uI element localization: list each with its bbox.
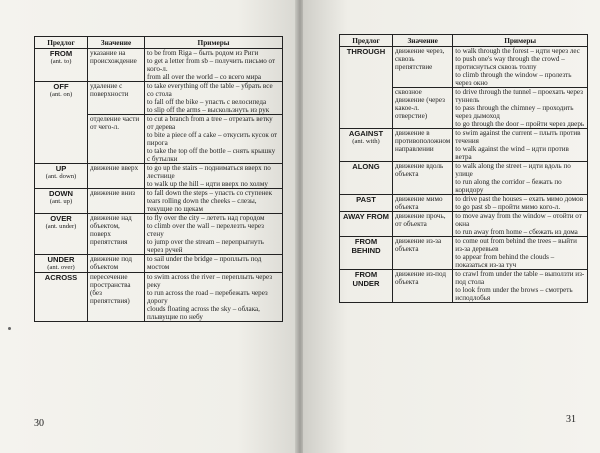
meaning-cell: движение из-под объекта — [393, 270, 453, 303]
preposition-cell — [35, 273, 88, 322]
example-text: tears rolling down the cheeks – слезы, текущие по щекам — [147, 197, 257, 213]
meaning-cell: движение из-за объекта — [393, 237, 453, 270]
example-text: to walk against the wind – идти против ветра — [455, 145, 569, 161]
examples-cell — [453, 212, 588, 237]
example-text: to drive through the tunnel – проехать через туннель — [455, 88, 583, 104]
preposition-name: THROUGH — [346, 47, 386, 56]
antonym-note: (ant. down) — [45, 173, 77, 180]
example-text: to fall down the steps – упасть со ступенек — [147, 189, 273, 197]
examples-cell — [453, 88, 588, 129]
table-row — [35, 82, 283, 115]
example-text: to walk through the forest – идти через лес — [455, 47, 580, 55]
preposition-cell — [35, 164, 88, 189]
antonym-note: (ant. over) — [47, 264, 75, 271]
table-row — [35, 214, 283, 255]
table-row — [340, 212, 588, 237]
preposition-cell — [340, 270, 393, 303]
preposition-cell — [340, 237, 393, 270]
preposition-cell — [340, 129, 393, 162]
preposition-cell — [35, 189, 88, 214]
example-text: to fall off the bike – упасть с велосипеда — [147, 98, 267, 106]
examples-cell — [145, 164, 283, 189]
table-row — [340, 47, 588, 88]
example-text: to appear from behind the clouds – показаться из-за туч — [455, 253, 555, 269]
table-row — [340, 129, 588, 162]
examples-cell — [453, 162, 588, 195]
prepositions-table-left — [34, 36, 283, 322]
meaning-cell: движение под объектом — [88, 255, 145, 273]
preposition-name: ALONG — [352, 162, 380, 171]
example-text: to go up the stairs – подниматься вверх по лестнице — [147, 164, 271, 180]
preposition-cell — [340, 195, 393, 212]
preposition-name: AWAY FROM — [343, 212, 389, 221]
example-text: to run across the road – перебежать через дорогу — [147, 289, 268, 305]
preposition-name: OFF — [53, 82, 69, 91]
right-page — [303, 0, 600, 453]
meaning-cell: движение прочь, от объекта — [393, 212, 453, 237]
examples-cell — [453, 129, 588, 162]
preposition-name: FROM BEHIND — [351, 237, 381, 255]
example-text: to slip off the arms – выскользнуть из рук — [147, 106, 270, 114]
example-text: to walk along the street – идти вдоль по улице — [455, 162, 571, 178]
preposition-cell — [35, 214, 88, 255]
example-text: to crawl from under the table – выползти из-под стола — [455, 270, 585, 286]
example-text: to run along the corridor – бежать по коридору — [455, 178, 562, 194]
example-text: to sail under the bridge – проплыть под мостом — [147, 255, 262, 271]
example-text: to climb through the window – пролезть через окно — [455, 71, 572, 87]
example-text: to swim against the current – плыть против течения — [455, 129, 581, 145]
meaning-cell: движение вверх — [88, 164, 145, 189]
preposition-cell — [340, 212, 393, 237]
examples-cell — [145, 49, 283, 82]
preposition-cell — [35, 255, 88, 273]
table-body — [340, 47, 588, 303]
page-mark — [8, 327, 11, 330]
meaning-cell: движение вдоль объекта — [393, 162, 453, 195]
header-meaning: Значение — [88, 37, 145, 49]
example-text: from all over the world – со всего мира — [147, 73, 262, 81]
preposition-cell — [340, 162, 393, 195]
table-row — [340, 237, 588, 270]
example-text: to push one's way through the crowd – протиснуться сквозь толпу — [455, 55, 565, 71]
preposition-name: UP — [55, 164, 67, 173]
table-row — [35, 255, 283, 273]
examples-cell — [453, 47, 588, 88]
header-preposition: Предлог — [35, 37, 88, 49]
example-text: to move away from the window – отойти от окна — [455, 212, 582, 228]
table-header-row — [35, 37, 283, 49]
meaning-cell: пересечение пространства (без препятствия) — [88, 273, 145, 322]
example-text: to go past sb – пройти мимо кого-л. — [455, 203, 561, 211]
example-text: to walk up the hill – идти вверх по холму — [147, 180, 268, 188]
preposition-name: PAST — [356, 195, 376, 204]
antonym-note: (ant. with) — [352, 138, 380, 145]
example-text: to pass through the chimney – проходить через дымоход — [455, 104, 574, 120]
meaning-cell: движение над объектом, поверх препятствия — [88, 214, 145, 255]
antonym-note: (ant. to) — [50, 58, 72, 65]
examples-cell — [453, 270, 588, 303]
preposition-name: AGAINST — [348, 129, 384, 138]
example-text: to bite a piece off a cake – откусить кусок от пирога — [147, 131, 278, 147]
preposition-name: FROM UNDER — [352, 270, 380, 288]
prepositions-table-right — [339, 34, 588, 303]
preposition-name: DOWN — [48, 189, 74, 198]
meaning-cell: движение вниз — [88, 189, 145, 214]
page-number: 30 — [34, 418, 44, 429]
left-page — [0, 0, 297, 453]
examples-cell — [145, 273, 283, 322]
examples-cell — [145, 214, 283, 255]
antonym-note: (ant. on) — [49, 91, 73, 98]
example-text: to go through the door – пройти через дверь — [455, 120, 585, 128]
table-row — [35, 189, 283, 214]
example-text: to take everything off the table – убрать все со стола — [147, 82, 273, 98]
example-text: to get a letter from sb – получить письмо от кого-л. — [147, 57, 276, 73]
examples-cell — [453, 195, 588, 212]
example-text: to jump over the stream – перепрыгнуть через ручей — [147, 238, 264, 254]
header-preposition: Предлог — [340, 35, 393, 47]
preposition-name: FROM — [49, 49, 73, 58]
example-text: to climb over the wall – перелезть через стену — [147, 222, 264, 238]
meaning-cell: отделение части от чего-л. — [88, 115, 145, 164]
meaning-cell: движение мимо объекта — [393, 195, 453, 212]
meaning-cell: движение через, сквозь препятствие — [393, 47, 453, 88]
example-text: to take the top off the bottle – снять крышку с бутылки — [147, 147, 276, 163]
antonym-note: (ant. up) — [49, 198, 73, 205]
preposition-name: ACROSS — [44, 273, 78, 282]
preposition-name: UNDER — [47, 255, 75, 264]
examples-cell — [145, 115, 283, 164]
meaning-cell: удаление с поверхности — [88, 82, 145, 115]
table-row — [340, 195, 588, 212]
table-row — [35, 164, 283, 189]
preposition-name: OVER — [50, 214, 72, 223]
table-header-row — [340, 35, 588, 47]
table-row — [35, 49, 283, 82]
table-row — [35, 273, 283, 322]
table-row — [340, 162, 588, 195]
preposition-cell — [35, 49, 88, 82]
table-row — [340, 270, 588, 303]
example-text: to swim across the river – переплыть через реку — [147, 273, 273, 289]
header-examples: Примеры — [145, 37, 283, 49]
example-text: to run away from home – сбежать из дома — [455, 228, 578, 236]
examples-cell — [145, 255, 283, 273]
example-text: to cut a branch from a tree – отрезать ветку от дерева — [147, 115, 273, 131]
example-text: clouds floating across the sky – облака, плывущие по небу — [147, 305, 260, 321]
page-number: 31 — [566, 414, 576, 425]
antonym-note: (ant. under) — [45, 223, 77, 230]
example-text: to be from Riga – быть родом из Риги — [147, 49, 259, 57]
preposition-cell — [340, 47, 393, 129]
examples-cell — [453, 237, 588, 270]
example-text: to come out from behind the trees – выйти из-за деревьев — [455, 237, 577, 253]
header-examples: Примеры — [453, 35, 588, 47]
examples-cell — [145, 189, 283, 214]
example-text: to look from under the brows – смотреть исподлобья — [455, 286, 573, 302]
examples-cell — [145, 82, 283, 115]
meaning-cell: указание на происхождение — [88, 49, 145, 82]
example-text: to fly over the city – лететь над городом — [147, 214, 265, 222]
header-meaning: Значение — [393, 35, 453, 47]
meaning-cell: сквозное движение (через какое-л. отверстие) — [393, 88, 453, 129]
preposition-cell — [35, 82, 88, 164]
example-text: to drive past the houses – ехать мимо домов — [455, 195, 584, 203]
table-body — [35, 49, 283, 322]
meaning-cell: движение в противоположном направлении — [393, 129, 453, 162]
